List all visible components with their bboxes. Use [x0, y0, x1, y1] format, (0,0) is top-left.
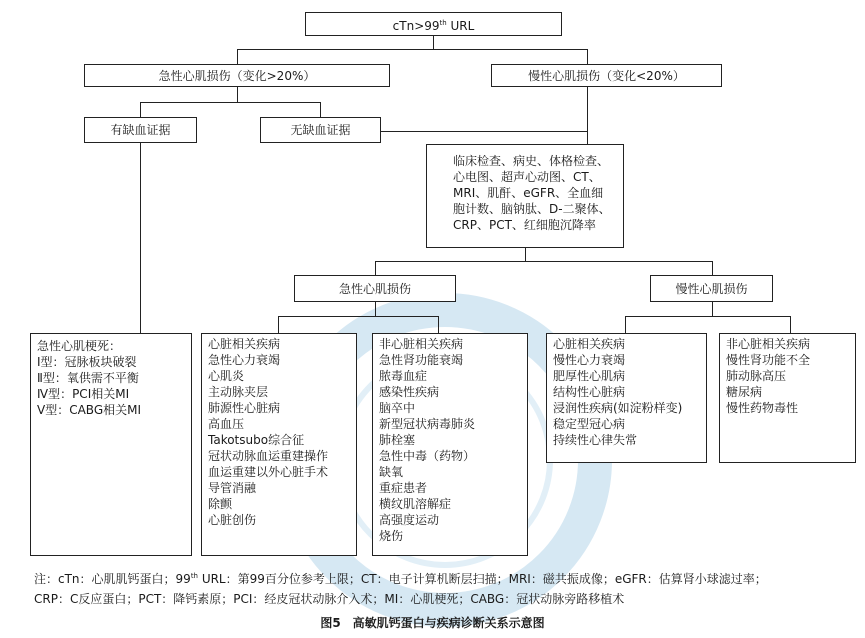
chronic-noncardiac-item: 慢性肾功能不全	[726, 353, 811, 367]
with-ischemia-box	[84, 117, 197, 143]
acute-noncardiac-box	[372, 333, 528, 556]
chronic-noncardiac-item: 肺动脉高压	[726, 369, 787, 383]
acute-noncardiac-item: 脓毒血症	[379, 369, 428, 383]
acute-cardiac-item: 除颤	[208, 497, 233, 511]
clinical-check-line: CRP、PCT、红细胞沉降率	[453, 218, 596, 232]
figure-note	[34, 566, 854, 609]
note-line-2: CRP：C反应蛋白；PCT：降钙素原；PCI：经皮冠状动脉介入术；MI：心肌梗死；CABG：冠状动脉旁路移植术	[34, 592, 625, 606]
chronic-cardiac-item: 心脏相关疾病	[553, 337, 626, 351]
clinical-check-line: 胞计数、脑钠肽、D-二聚体、	[453, 202, 611, 216]
acute-cardiac-box	[201, 333, 357, 556]
acute-cardiac-item: 心肌炎	[208, 369, 245, 383]
acute-noncardiac-item: 横纹肌溶解症	[379, 497, 452, 511]
chronic-cardiac-box	[546, 333, 707, 463]
no-ischemia-box	[260, 117, 381, 143]
clinical-checks-box	[426, 144, 624, 248]
clinical-check-line: 临床检查、病史、体格检查、	[453, 154, 610, 168]
mi-types-item: 急性心肌梗死：	[37, 339, 122, 353]
mi-types-item: Ⅱ型：氧供需不平衡	[37, 371, 139, 385]
acute-noncardiac-item: 烧伤	[379, 529, 404, 543]
acute-noncardiac-item: 急性肾功能衰竭	[379, 353, 464, 367]
acute-cardiac-item: 血运重建以外心脏手术	[208, 465, 329, 479]
acute-injury-label: 急性心肌损伤	[338, 281, 411, 296]
mi-types-item: Ⅳ型：PCI相关MI	[37, 387, 130, 401]
acute-cardiac-item: 主动脉夹层	[208, 385, 269, 399]
chronic-cardiac-item: 持续性心律失常	[553, 433, 638, 447]
chronic-noncardiac-item: 糖尿病	[726, 385, 763, 399]
note-line-1: 注：cTn：心肌肌钙蛋白；99th URL：第99百分位参考上限；CT：电子计算机断层扫描；MRI：磁共振成像；eGFR：估算肾小球滤过率；	[34, 572, 767, 586]
acute-noncardiac-item: 脑卒中	[379, 401, 416, 415]
figure-caption: 图5 高敏肌钙蛋白与疾病诊断关系示意图	[320, 616, 545, 630]
acute-noncardiac-item: 新型冠状病毒肺炎	[379, 417, 476, 431]
acute-noncardiac-item: 感染性疾病	[379, 385, 440, 399]
chronic-cardiac-item: 肥厚性心肌病	[553, 369, 626, 383]
acute-cardiac-item: 导管消融	[208, 481, 257, 495]
acute-cardiac-item: 高血压	[208, 417, 245, 431]
clinical-check-line: MRI、肌酐、eGFR、全血细	[453, 186, 604, 200]
acute-injury-box	[294, 275, 456, 302]
acute-noncardiac-item: 重症患者	[379, 481, 428, 495]
acute-cardiac-item: 心脏创伤	[208, 513, 257, 527]
chronic-change-label: 慢性心肌损伤（变化<20%）	[528, 68, 685, 83]
acute-cardiac-item: 心脏相关疾病	[208, 337, 281, 351]
acute-noncardiac-item: 非心脏相关疾病	[379, 337, 464, 351]
mi-types-item: Ⅴ型：CABG相关MI	[37, 403, 142, 417]
acute-cardiac-item: Takotsubo综合征	[208, 433, 305, 447]
acute-change-label: 急性心肌损伤（变化>20%）	[158, 68, 316, 83]
acute-change-box	[84, 64, 390, 87]
chronic-cardiac-item: 慢性心力衰竭	[553, 353, 626, 367]
acute-cardiac-item: 肺源性心脏病	[208, 401, 281, 415]
chronic-noncardiac-item: 非心脏相关疾病	[726, 337, 811, 351]
ctn-threshold-label: cTn>99th URL	[392, 18, 475, 33]
acute-noncardiac-item: 急性中毒（药物）	[379, 449, 476, 463]
chronic-cardiac-item: 稳定型冠心病	[553, 417, 626, 431]
chronic-injury-box	[650, 275, 773, 302]
chronic-change-box	[491, 64, 722, 87]
mi-types-item: Ⅰ型：冠脉板块破裂	[37, 355, 137, 369]
acute-cardiac-item: 冠状动脉血运重建操作	[208, 449, 329, 463]
acute-noncardiac-item: 缺氧	[379, 465, 404, 479]
chronic-injury-label: 慢性心肌损伤	[675, 281, 748, 296]
acute-noncardiac-item: 肺栓塞	[379, 433, 416, 447]
chronic-cardiac-item: 浸润性疾病(如淀粉样变)	[553, 401, 683, 415]
chronic-cardiac-item: 结构性心脏病	[553, 385, 626, 399]
chronic-noncardiac-box	[719, 333, 856, 463]
clinical-check-line: 心电图、超声心动图、CT、	[453, 170, 601, 184]
ctn-threshold-box	[305, 12, 562, 36]
acute-cardiac-item: 急性心力衰竭	[208, 353, 281, 367]
no-ischemia-label: 无缺血证据	[290, 123, 351, 137]
with-ischemia-label: 有缺血证据	[110, 123, 171, 137]
acute-noncardiac-item: 高强度运动	[379, 513, 440, 527]
chronic-noncardiac-item: 慢性药物毒性	[726, 401, 799, 415]
mi-types-box	[30, 333, 192, 556]
